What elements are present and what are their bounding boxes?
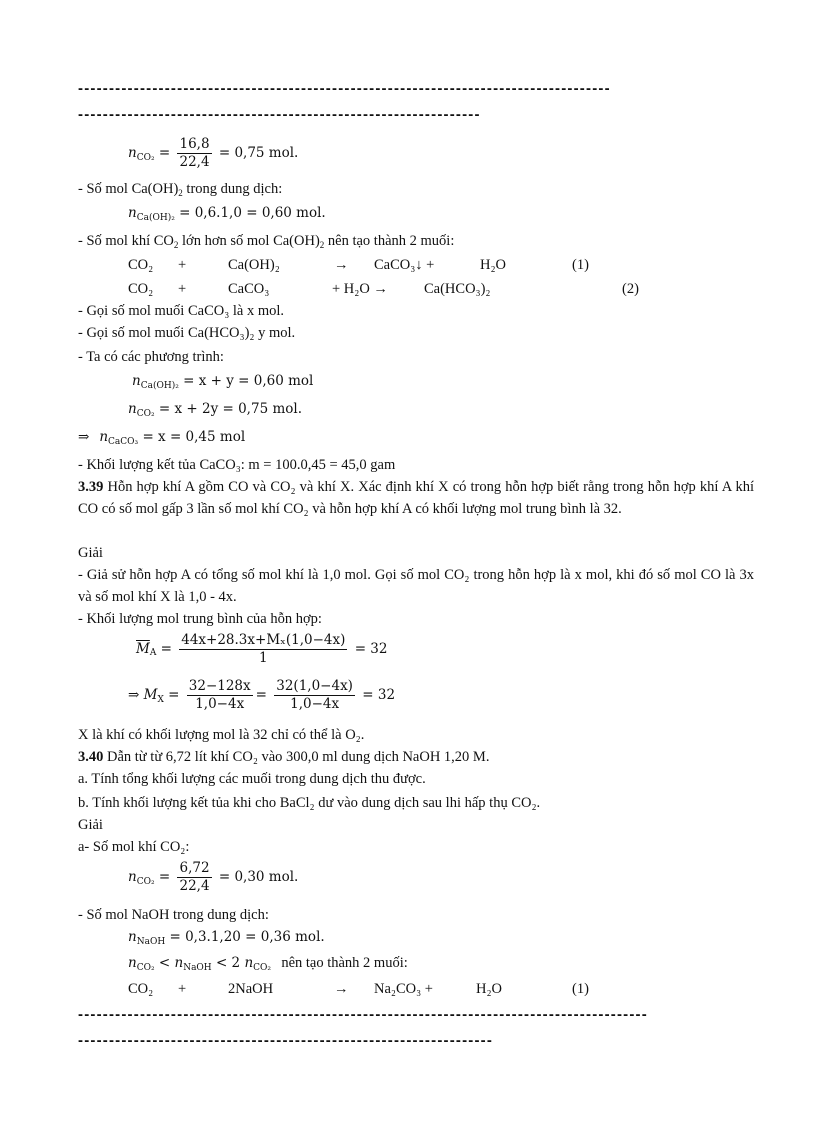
- formula-n-caoh2: $n_{Ca(OH)_2} = 0,6.1,0 = 0,60$ mol.: [128, 205, 326, 223]
- separator-top-2: -----------------------------------------------------------------: [78, 106, 481, 123]
- r1-arrow: →: [334, 257, 349, 273]
- r1-plus: +: [178, 257, 187, 273]
- text-precipitate-mass: - Khối lượng kết tủa CaCO₃: m = 100.0,45 = 45,0 gam: [78, 457, 396, 473]
- r1-reactant-2: Ca(OH)₂: [228, 257, 280, 273]
- r1-reactant-1: CO₂: [128, 257, 154, 273]
- equation-2: $n_{CO_2} = x + 2y = 0,75$ mol.: [128, 401, 302, 419]
- separator-bottom-1: --------------------------------------------------------------------------------------------: [78, 1006, 648, 1023]
- r3-label: (1): [572, 981, 589, 997]
- r3-arrow: →: [334, 981, 349, 997]
- r2-plus: +: [178, 281, 187, 297]
- formula-n-co2-b: $n_{CO_2}$ = $\frac{6,72}{22,4}$ = 0,30 mol.: [128, 860, 299, 894]
- r3-plus: +: [178, 981, 187, 997]
- r3-reactant-2: 2NaOH: [228, 981, 274, 997]
- r1-product-2: H₂O: [480, 257, 506, 273]
- text-have-equations: - Ta có các phương trình:: [78, 349, 224, 365]
- r1-label: (1): [572, 257, 589, 273]
- problem-3-40: 3.40 Dẫn từ từ 6,72 lít khí CO₂ vào 300,0 ml dung dịch NaOH 1,20 M.: [78, 749, 490, 765]
- solution-label-3-39: Giải: [78, 545, 103, 561]
- r2-reactant-2: CaCO₃: [228, 281, 270, 297]
- solution-label-3-40: Giải: [78, 817, 103, 833]
- r2-water-arrow: + H₂O →: [332, 281, 388, 297]
- text-naoh: - Số mol NaOH trong dung dịch:: [78, 907, 269, 923]
- separator-bottom-2: -------------------------------------------------------------------: [78, 1032, 494, 1049]
- separator-top-1: --------------------------------------------------------------------------------------: [78, 80, 611, 97]
- r3-reactant-1: CO₂: [128, 981, 154, 997]
- r1-product-1: CaCO₃↓ +: [374, 257, 435, 273]
- formula-mx: ⇒ $M_X$ = $\frac{32-128x}{1,0-4x}$ = $\frac{32(1,0-4x)}{1,0-4x}$ = 32: [128, 678, 396, 712]
- formula-avg-molar-mass: $\overline{M}_A$ = $\frac{\text{44x+28.3x+Mₓ(1,0−4x)}}{1}$ = 32: [136, 632, 388, 666]
- text-let-x: - Gọi số mol muối CaCO₃ là x mol.: [78, 303, 285, 319]
- equation-3: ⇒ $n_{CaCO_3} = x = 0,45$ mol: [78, 429, 246, 447]
- r3-product-2: H₂O: [476, 981, 502, 997]
- formula-n-naoh: $n_{NaOH} = 0,3.1,20 = 0,36$ mol.: [128, 929, 325, 947]
- question-b: b. Tính khối lượng kết tủa khi cho BaCl₂ dư vào dung dịch sau lhi hấp thụ CO₂.: [78, 795, 541, 811]
- r2-product: Ca(HCO₃)₂: [424, 281, 491, 297]
- text-avg-mass: - Khối lượng mol trung bình của hỗn hợp:: [78, 611, 322, 627]
- text-caoh2-intro: - Số mol $Ca(OH)_2$ trong dung dịch:: [78, 181, 283, 198]
- r3-product-1: Na₂CO₃ +: [374, 981, 433, 997]
- question-a: a. Tính tổng khối lượng các muối trong dung dịch thu được.: [78, 771, 426, 787]
- text-let-y: - Gọi số mol muối Ca(HCO₃)₂ y mol.: [78, 325, 296, 341]
- r2-label: (2): [622, 281, 639, 297]
- text-assume: - Giả sử hỗn hợp A có tổng số mol khí là 1,0 mol. Gọi số mol CO₂ trong hỗn hợp là x mol, khi đó số mol CO là 3x và số mol khí X là 1,0 - 4x.: [78, 567, 754, 605]
- equation-1: $n_{Ca(OH)_2} = x + y = 0,60$ mol: [132, 373, 314, 391]
- r2-reactant-1: CO₂: [128, 281, 154, 297]
- formula-inequality: $n_{CO_2} < n_{NaOH} < 2$ $n_{CO_2}$ nên tạo thành 2 muối:: [128, 955, 408, 973]
- problem-3-39: 3.39 Hỗn hợp khí A gồm CO và CO₂ và khí X. Xác định khí X có trong hỗn hợp biết rằng trong hỗn hợp khí A khí CO có số mol gấp 3 lần số mol khí CO₂ và hỗn hợp khí A có khối lượng mol trung bình là 32.: [78, 479, 754, 517]
- formula-n-co2: $n_{CO_2}$ = $\frac{16,8}{22,4}$ = 0,75 mol.: [128, 136, 299, 170]
- text-a-head: a- Số mol khí CO₂:: [78, 839, 190, 855]
- text-conclusion-3-39: X là khí có khối lượng mol là 32 chỉ có thể là O₂.: [78, 727, 365, 743]
- text-two-salts: - Số mol khí $CO_2$ lớn hơn số mol $Ca(OH)_2$ nên tạo thành 2 muối:: [78, 233, 455, 250]
